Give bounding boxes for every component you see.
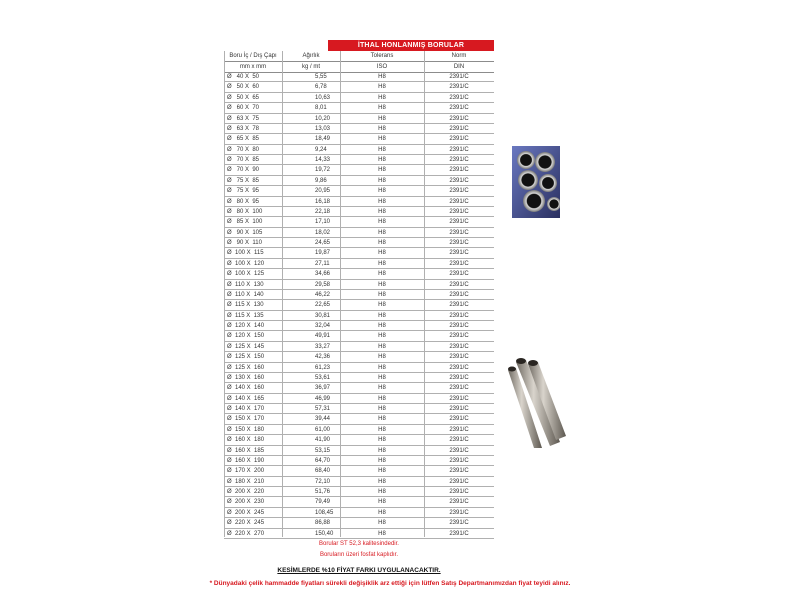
table-row [224,72,494,82]
cell-diameter: Ø 140 X 160 [227,385,265,392]
cell-diameter: Ø 65 X 85 [227,136,260,143]
cell-tolerance: H8 [378,416,386,423]
cell-tolerance: H8 [378,457,386,464]
cell-diameter: Ø 60 X 70 [227,105,260,112]
cell-norm: 2391/C [449,489,469,495]
cell-weight: 61,23 [315,364,331,371]
table-row [224,165,494,175]
cell-diameter: Ø 75 X 85 [227,177,260,184]
table-row [224,82,494,92]
cell-weight: 51,76 [315,489,331,495]
cell-tolerance: H8 [378,105,386,112]
cell-diameter: Ø 120 X 140 [227,323,265,329]
cell-tolerance: H8 [378,489,386,495]
cell-weight: 46,99 [315,395,331,402]
cell-diameter: Ø 115 X 130 [227,302,264,309]
cell-weight: 10,20 [315,115,331,122]
cell-weight: 57,31 [315,406,331,412]
cell-diameter: Ø 80 X 100 [227,208,263,215]
cell-weight: 29,58 [315,281,331,288]
cell-tolerance: H8 [378,177,386,184]
cell-diameter: Ø 90 X 105 [227,229,263,236]
cell-weight: 20,95 [315,188,331,195]
table-row [224,404,494,414]
header-diameter: Boru İç / Dış Çapı [229,53,277,59]
cell-norm: 2391/C [449,499,469,506]
cell-diameter: Ø 200 X 245 [227,509,265,516]
cell-weight: 5,55 [315,74,327,80]
cell-tolerance: H8 [378,468,386,475]
cell-tolerance: H8 [378,312,386,319]
table-row [224,103,494,113]
cell-norm: 2391/C [449,509,469,516]
cell-tolerance: H8 [378,198,386,205]
cell-tolerance: H8 [378,271,386,278]
cell-tolerance: H8 [378,250,386,257]
cell-tolerance: H8 [378,115,386,122]
cell-diameter: Ø 170 X 200 [227,468,265,475]
cell-weight: 16,18 [315,198,331,205]
cell-diameter: Ø 200 X 220 [227,489,265,495]
cell-norm: 2391/C [449,343,469,350]
cell-norm: 2391/C [449,312,469,319]
cell-diameter: Ø 150 X 170 [227,416,265,423]
cell-tolerance: H8 [378,530,386,537]
cell-weight: 33,27 [315,343,331,350]
cell-norm: 2391/C [449,94,469,101]
cell-weight: 22,65 [315,302,331,309]
cell-tolerance: H8 [378,447,386,454]
cell-weight: 30,81 [315,312,331,319]
cell-weight: 61,00 [315,426,331,433]
cell-weight: 41,90 [315,437,331,444]
cell-weight: 10,63 [315,94,331,101]
table-row [224,456,494,466]
cell-diameter: Ø 100 X 115 [227,250,264,257]
cell-weight: 19,87 [315,250,331,257]
cell-diameter: Ø 150 X 180 [227,426,265,433]
cell-tolerance: H8 [378,323,386,329]
cell-weight: 46,22 [315,291,331,298]
cell-norm: 2391/C [449,260,469,267]
cell-diameter: Ø 115 X 135 [227,312,264,319]
table-row [224,259,494,269]
cell-weight: 14,33 [315,157,331,163]
cell-weight: 13,03 [315,125,331,132]
cell-diameter: Ø 160 X 190 [227,457,265,464]
table-row [224,290,494,300]
cell-tolerance: H8 [378,291,386,298]
cell-tolerance: H8 [378,136,386,143]
cell-tolerance: H8 [378,219,386,226]
cell-tolerance: H8 [378,281,386,288]
cell-norm: 2391/C [449,208,469,215]
cell-diameter: Ø 160 X 185 [227,447,265,454]
cell-diameter: Ø 140 X 170 [227,406,265,412]
cell-norm: 2391/C [449,281,469,288]
cell-weight: 72,10 [315,478,331,485]
cutting-note: KESİMLERDE %10 FİYAT FARKI UYGULANACAKTIR. [277,567,441,574]
cell-norm: 2391/C [449,250,469,257]
header-tolerance: Tolerans [370,53,394,59]
cell-norm: 2391/C [449,105,469,112]
cell-diameter: Ø 50 X 65 [227,94,260,101]
cell-diameter: Ø 100 X 120 [227,260,265,267]
header-diameter-unit: mm x mm [239,64,267,70]
cell-norm: 2391/C [449,520,469,527]
cell-weight: 6,78 [315,84,327,91]
cell-weight: 18,02 [315,229,331,236]
cell-tolerance: H8 [378,240,386,246]
table-row [224,529,494,539]
cell-tolerance: H8 [378,260,386,267]
cell-diameter: Ø 70 X 90 [227,167,260,174]
cell-norm: 2391/C [449,84,469,91]
cell-weight: 27,11 [315,260,330,267]
cell-tolerance: H8 [378,74,386,80]
table-row [224,497,494,507]
table-row [224,269,494,279]
cell-diameter: Ø 220 X 245 [227,520,265,527]
cell-norm: 2391/C [449,457,469,464]
cell-weight: 79,49 [315,499,331,506]
table-row [224,518,494,528]
cell-diameter: Ø 80 X 95 [227,198,260,205]
cell-norm: 2391/C [449,478,469,485]
cell-tolerance: H8 [378,478,386,485]
table-row [224,124,494,134]
cell-tolerance: H8 [378,333,386,340]
cell-diameter: Ø 70 X 85 [227,157,260,163]
cell-tolerance: H8 [378,509,386,516]
cell-norm: 2391/C [449,447,469,454]
cell-tolerance: H8 [378,157,386,163]
cell-diameter: Ø 85 X 100 [227,219,263,226]
cell-weight: 39,44 [315,416,331,423]
cell-norm: 2391/C [449,229,469,236]
table-row [224,228,494,238]
table-row [224,342,494,352]
cell-norm: 2391/C [449,198,469,205]
cell-weight: 19,72 [315,167,331,174]
cell-diameter: Ø 125 X 145 [227,343,265,350]
cell-tolerance: H8 [378,364,386,371]
cell-norm: 2391/C [449,74,469,80]
long-pipes-image [506,356,566,448]
cell-norm: 2391/C [449,125,469,132]
header-norm-unit: DIN [453,64,465,70]
table-header [224,51,494,73]
cell-norm: 2391/C [449,416,469,423]
cell-diameter: Ø 100 X 125 [227,271,265,278]
cell-weight: 64,70 [315,457,331,464]
cell-norm: 2391/C [449,188,469,195]
cell-norm: 2391/C [449,271,469,278]
cell-norm: 2391/C [449,157,469,163]
cell-weight: 68,40 [315,468,331,475]
cell-weight: 32,04 [315,323,331,329]
cell-diameter: Ø 110 X 130 [227,281,264,288]
cell-weight: 108,45 [315,509,334,516]
cell-tolerance: H8 [378,343,386,350]
table-row [224,217,494,227]
table-row [224,197,494,207]
cell-tolerance: H8 [378,229,386,236]
cell-diameter: Ø 125 X 160 [227,364,265,371]
cell-norm: 2391/C [449,219,469,226]
cell-tolerance: H8 [378,374,386,381]
cell-norm: 2391/C [449,167,469,174]
cell-weight: 17,10 [315,219,331,226]
cell-norm: 2391/C [449,354,469,361]
cell-norm: 2391/C [449,374,469,381]
cell-diameter: Ø 125 X 150 [227,354,265,361]
cell-diameter: Ø 70 X 80 [227,146,260,153]
cell-tolerance: H8 [378,354,386,361]
cell-norm: 2391/C [449,426,469,433]
table-row [224,93,494,103]
cell-weight: 42,36 [315,354,331,361]
cell-norm: 2391/C [449,395,469,402]
cell-tolerance: H8 [378,385,386,392]
cell-norm: 2391/C [449,115,469,122]
cell-norm: 2391/C [449,385,469,392]
header-norm: Norm [451,53,467,59]
header-weight-unit: kg / mt [301,64,320,70]
cell-tolerance: H8 [378,395,386,402]
cell-tolerance: H8 [378,167,386,174]
cell-diameter: Ø 220 X 270 [227,530,265,537]
cell-tolerance: H8 [378,125,386,132]
table-row [224,321,494,331]
cell-norm: 2391/C [449,437,469,444]
cell-norm: 2391/C [449,468,469,475]
cell-weight: 18,49 [315,136,331,143]
cell-diameter: Ø 50 X 60 [227,84,260,91]
cell-weight: 150,40 [315,530,334,537]
cell-norm: 2391/C [449,364,469,371]
table-row [224,311,494,321]
cell-tolerance: H8 [378,437,386,444]
cell-weight: 34,66 [315,271,331,278]
cell-weight: 53,15 [315,447,331,454]
cell-norm: 2391/C [449,136,469,143]
cell-weight: 24,65 [315,240,331,246]
cell-tolerance: H8 [378,146,386,153]
cell-diameter: Ø 180 X 210 [227,478,265,485]
table-row [224,487,494,497]
cell-diameter: Ø 110 X 140 [227,291,264,298]
coating-note: Boruların üzeri fosfat kaplıdır. [319,552,399,558]
table-row [224,176,494,186]
table-row [224,155,494,165]
cell-weight: 8,01 [315,105,327,112]
table-row [224,477,494,487]
cell-weight: 49,91 [315,333,331,340]
cell-norm: 2391/C [449,406,469,412]
cell-weight: 86,88 [315,520,331,527]
header-row-1 [224,51,494,62]
cell-diameter: Ø 120 X 150 [227,333,265,340]
table-row [224,248,494,258]
cell-weight: 9,24 [315,146,327,153]
table-row [224,414,494,424]
cell-norm: 2391/C [449,177,469,184]
cell-norm: 2391/C [449,146,469,153]
cell-norm: 2391/C [449,240,469,246]
table-row [224,352,494,362]
header-weight: Ağırlık [302,53,320,59]
cell-diameter: Ø 63 X 75 [227,115,260,122]
table-title: İTHAL HONLANMIŞ BORULAR [328,40,494,51]
cell-diameter: Ø 140 X 165 [227,395,265,402]
cell-diameter: Ø 160 X 180 [227,437,265,444]
table-row [224,280,494,290]
table-row [224,383,494,393]
table-row [224,134,494,144]
table-row [224,186,494,196]
cell-tolerance: H8 [378,406,386,412]
price-disclaimer: * Dünyadaki çelik hammadde fiyatları sürekli değişiklik arz ettiği için lütfen Satış Departmanımızdan fiyat teyidi alınız. [209,580,571,587]
table-row [224,435,494,445]
cell-tolerance: H8 [378,84,386,91]
cell-diameter: Ø 40 X 50 [227,74,260,80]
cell-weight: 53,61 [315,374,331,381]
table-row [224,207,494,217]
cell-tolerance: H8 [378,520,386,527]
cell-tolerance: H8 [378,94,386,101]
cell-weight: 36,97 [315,385,331,392]
table-row [224,331,494,341]
material-note: Borular ST 52,3 kalitesindedir. [319,541,399,547]
cell-norm: 2391/C [449,302,469,309]
cell-tolerance: H8 [378,426,386,433]
cell-tolerance: H8 [378,499,386,506]
cell-diameter: Ø 200 X 230 [227,499,265,506]
table-row [224,238,494,248]
cell-tolerance: H8 [378,302,386,309]
table-body [224,72,494,539]
cell-diameter: Ø 75 X 95 [227,188,260,195]
table-row [224,508,494,518]
table-row [224,446,494,456]
header-tolerance-unit: ISO [376,64,388,70]
cell-norm: 2391/C [449,323,469,329]
table-row [224,394,494,404]
table-row [224,145,494,155]
pipe-bundle-image [512,146,560,218]
cell-diameter: Ø 90 X 110 [227,240,262,246]
cell-norm: 2391/C [449,530,469,537]
table-row [224,363,494,373]
cell-norm: 2391/C [449,333,469,340]
table-row [224,466,494,476]
cell-norm: 2391/C [449,291,469,298]
cell-diameter: Ø 63 X 78 [227,125,260,132]
table-row [224,300,494,310]
cell-tolerance: H8 [378,208,386,215]
cell-weight: 9,86 [315,177,327,184]
cell-diameter: Ø 130 X 160 [227,374,265,381]
table-row [224,114,494,124]
cell-tolerance: H8 [378,188,386,195]
table-row [224,373,494,383]
cell-weight: 22,18 [315,208,331,215]
table-row [224,425,494,435]
